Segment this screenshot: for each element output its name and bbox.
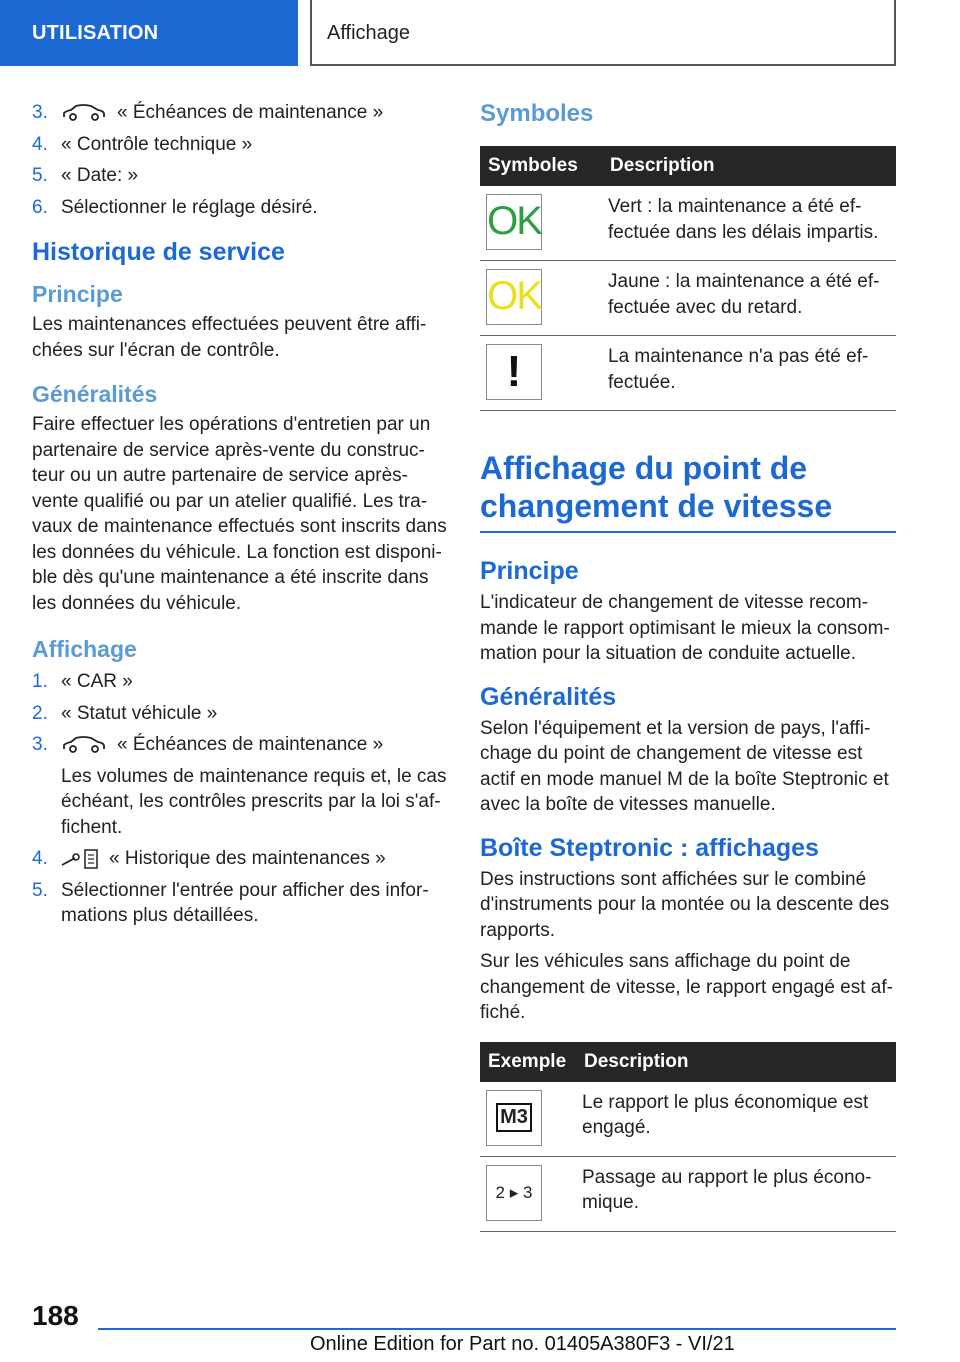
section-heading: Historique de service bbox=[32, 238, 285, 266]
subsection-heading: Principe bbox=[32, 281, 123, 307]
list-item: 4. « Contrôle technique » bbox=[32, 133, 253, 155]
list-item: 2. « Statut véhicule » bbox=[32, 702, 218, 724]
table-header-row: Exemple Description bbox=[480, 1042, 896, 1082]
list-item: 4. « Historique des maintenances » bbox=[32, 848, 386, 869]
list-item: 5. « Date: » bbox=[32, 165, 139, 186]
car-service-icon bbox=[61, 736, 107, 754]
top-list bbox=[32, 100, 450, 220]
edition-note: Online Edition for Part no. 01405A380F3 - VI/21 bbox=[310, 1333, 735, 1355]
list-item: 5. Sélectionner l'entrée pour afficher des informations plus détaillées. bbox=[32, 879, 429, 926]
footer-divider bbox=[98, 1328, 896, 1330]
table-row: OK Jaune : la maintenance a été effectuée avec du retard. bbox=[480, 261, 896, 336]
service-history-icon bbox=[61, 848, 99, 870]
car-service-icon bbox=[61, 104, 107, 122]
page-header bbox=[0, 0, 960, 66]
list-number: 3. bbox=[32, 102, 48, 123]
list-item: 1. « CAR » bbox=[32, 671, 133, 692]
symbols-table bbox=[480, 146, 896, 411]
exclamation-icon: ! bbox=[486, 344, 542, 400]
subsection-heading: Affichage bbox=[32, 636, 137, 662]
page-number: 188 bbox=[32, 1300, 79, 1331]
table-row: 2 ▸ 3 Passage au rapport le plus économique. bbox=[480, 1156, 896, 1231]
paragraph: L'indicateur de changement de vitesse recommande le rapport optimisant le mieux la consommation pour la situation de conduite actuelle. bbox=[480, 592, 890, 664]
paragraph: Les maintenances effectuées peuvent être affichées sur l'écran de contrôle. bbox=[32, 314, 427, 361]
gear-shift-2-3-icon: 2 ▸ 3 bbox=[486, 1165, 542, 1221]
right-column bbox=[480, 100, 896, 1232]
chapter-heading: Affichage du point de changement de vitesse bbox=[480, 450, 833, 524]
list-item: 3. « Échéances de maintenance » bbox=[32, 100, 450, 126]
affichage-list bbox=[32, 669, 450, 929]
table-row: OK Vert : la maintenance a été effectuée dans les délais impartis. bbox=[480, 186, 896, 261]
chapter-title: Affichage bbox=[310, 0, 896, 66]
paragraph: Des instructions sont affichées sur le combiné d'instruments pour la montée ou la descente des rapports. bbox=[480, 868, 890, 941]
table-row: M3 Le rapport le plus économique est engagé. bbox=[480, 1082, 896, 1157]
left-column bbox=[32, 100, 450, 935]
subsection-heading: Boîte Steptronic : affichages bbox=[480, 833, 819, 862]
subsection-heading: Principe bbox=[480, 557, 579, 585]
ok-green-icon: OK bbox=[486, 194, 542, 250]
paragraph: Selon l'équipement et la version de pays, l'affichage du point de changement de vitesse est actif en mode manuel M de la boîte Steptronic et avec la boîte de vitesses manuelle. bbox=[480, 717, 889, 815]
list-item: 3. « Échéances de maintenance » Les volumes de maintenance requis et, le cas échéant, les contrôles prescrits par la loi s'affichent. bbox=[32, 734, 447, 838]
table-row: ! La maintenance n'a pas été effectuée. bbox=[480, 336, 896, 411]
subsection-heading: Généralités bbox=[480, 682, 617, 711]
list-item: 6. Sélectionner le réglage désiré. bbox=[32, 196, 318, 218]
subsection-heading: Symboles bbox=[480, 100, 594, 127]
paragraph: Faire effectuer les opérations d'entretien par un partenaire de service après-vente du constructeur ou un autre partenaire de service après-vente qualifié ou par un atelier qualifié. Les travaux de maintenance effectués sont inscrits dans les données du véhicule. La fonction est disponible dès qu'une maintenance a été inscrite dans les données du véhicule. bbox=[32, 414, 447, 614]
chapter-heading-block bbox=[480, 449, 896, 533]
gear-m3-icon: M3 bbox=[486, 1090, 542, 1146]
example-table bbox=[480, 1042, 896, 1232]
paragraph: Sur les véhicules sans affichage du point de changement de vitesse, le rapport engagé est affiché. bbox=[480, 951, 893, 1023]
ok-yellow-icon: OK bbox=[486, 269, 542, 325]
subsection-heading: Généralités bbox=[32, 381, 158, 407]
table-header-row: Symboles Description bbox=[480, 146, 896, 186]
section-tab: UTILISATION bbox=[0, 0, 298, 66]
